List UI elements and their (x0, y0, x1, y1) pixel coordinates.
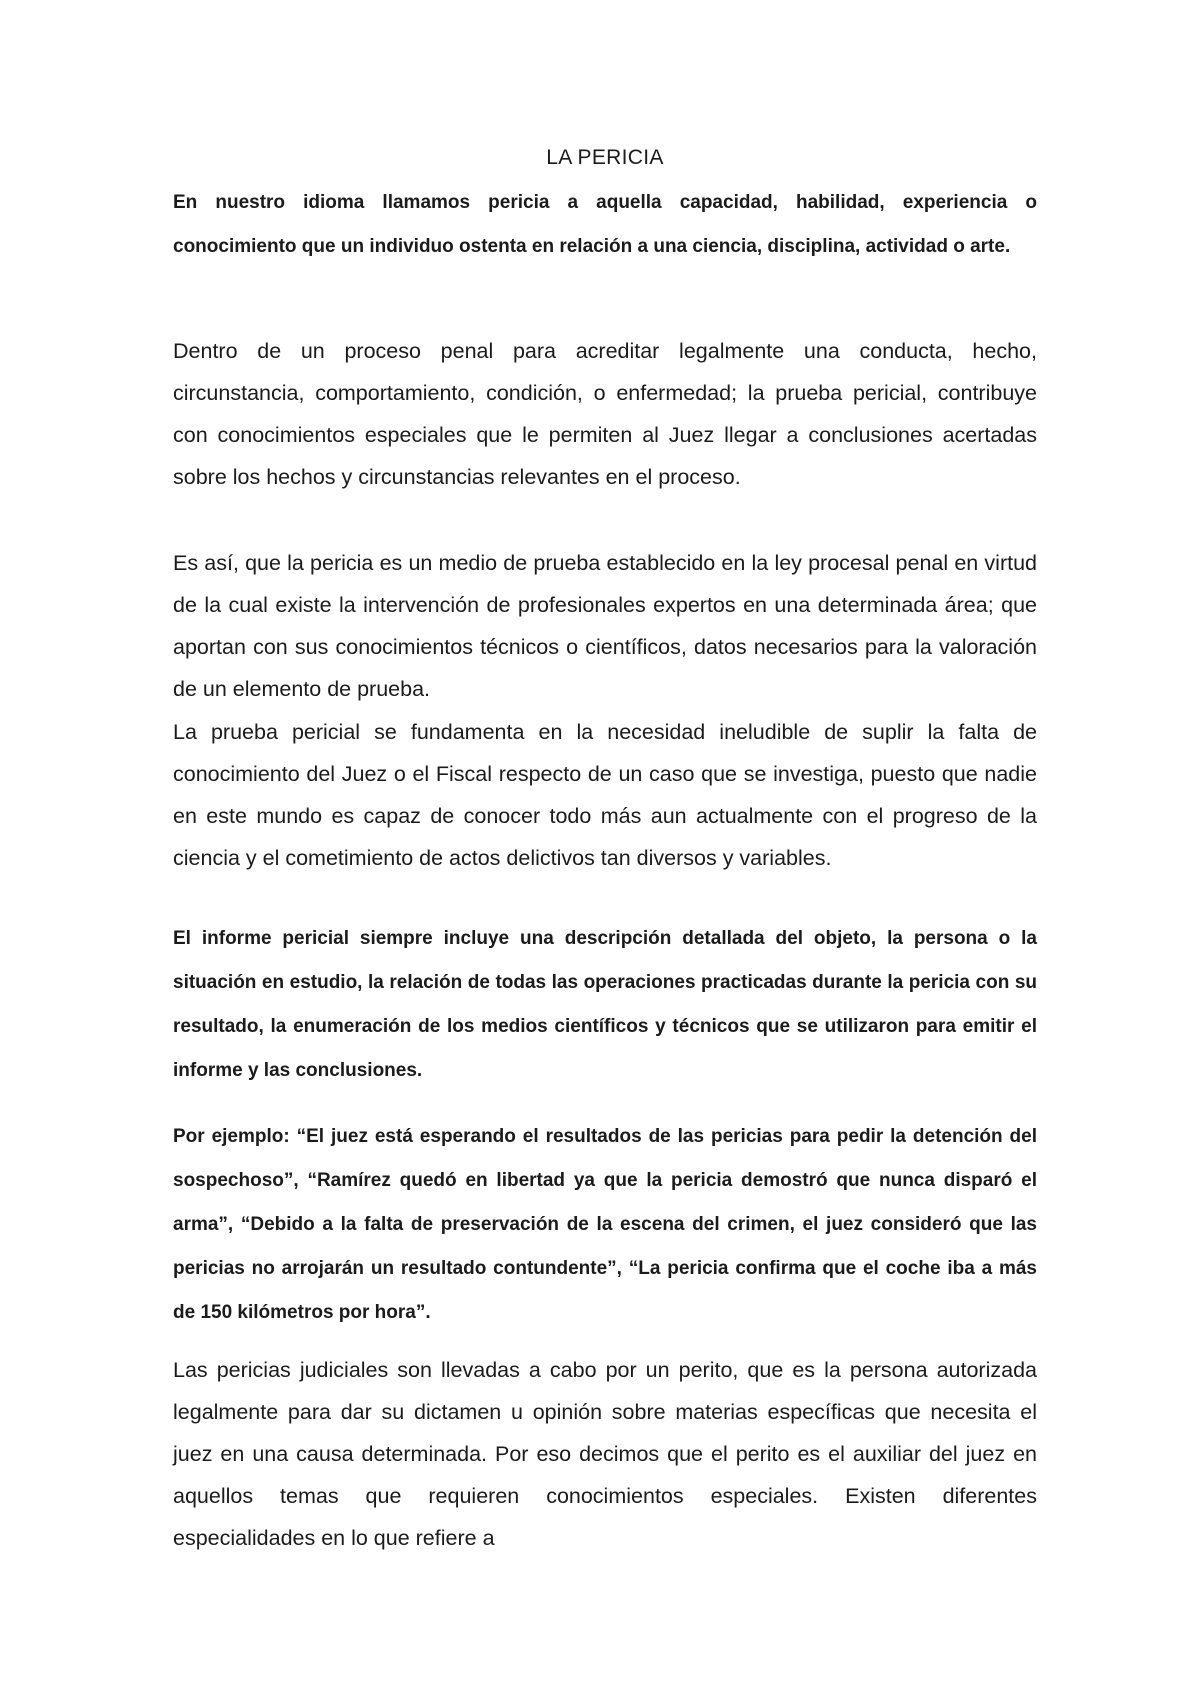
paragraph-informe-pericial: El informe pericial siempre incluye una descripción detallada del objeto, la persona o la situación en estudio, la relación de todas las operaciones practicadas durante la pericia con su resultado, la enumeración de los medios científicos y técnicos que se utilizaron para emitir el informe y las conclusiones. (173, 928, 1037, 1081)
paragraph-definition: En nuestro idioma llamamos pericia a aquella capacidad, habilidad, experiencia o conocimiento que un individuo ostenta en relación a una ciencia, disciplina, actividad o arte. (173, 192, 1037, 257)
paragraph-medio-de-prueba: Es así, que la pericia es un medio de prueba establecido en la ley procesal penal en virtud de la cual existe la intervención de profesionales expertos en una determinada área; que aportan con sus conocimientos técnicos o científicos, datos necesarios para la valoración de un elemento de prueba. (173, 551, 1037, 701)
paragraph-proceso-penal: Dentro de un proceso penal para acreditar legalmente una conducta, hecho, circunstancia, comportamiento, condición, o enfermedad; la prueba pericial, contribuye con conocimientos especiales que le permiten al Juez llegar a conclusiones acertadas sobre los hechos y circunstancias relevantes en el proceso. (173, 339, 1037, 489)
paragraph-perito: Las pericias judiciales son llevadas a cabo por un perito, que es la persona autorizada legalmente para dar su dictamen u opinión sobre materias específicas que necesita el juez en una causa determinada. Por eso decimos que el perito es el auxiliar del juez en aquellos temas que requieren conocimientos especiales. Existen diferentes especialidades en lo que refiere a (173, 1358, 1037, 1550)
paragraph-ejemplos: Por ejemplo: “El juez está esperando el resultados de las pericias para pedir la detención del sospechoso”, “Ramírez quedó en libertad ya que la pericia demostró que nunca disparó el arma”, “Debido a la falta de preservación de la escena del crimen, el juez consideró que las pericias no arrojarán un resultado contundente”, “La pericia confirma que el coche iba a más de 150 kilómetros por hora”. (173, 1126, 1037, 1323)
paragraph-prueba-pericial: La prueba pericial se fundamenta en la necesidad ineludible de suplir la falta de conocimiento del Juez o el Fiscal respecto de un caso que se investiga, puesto que nadie en este mundo es capaz de conocer todo más aun actualmente con el progreso de la ciencia y el cometimiento de actos delictivos tan diversos y variables. (173, 720, 1037, 870)
document-title: LA PERICIA (546, 146, 664, 169)
